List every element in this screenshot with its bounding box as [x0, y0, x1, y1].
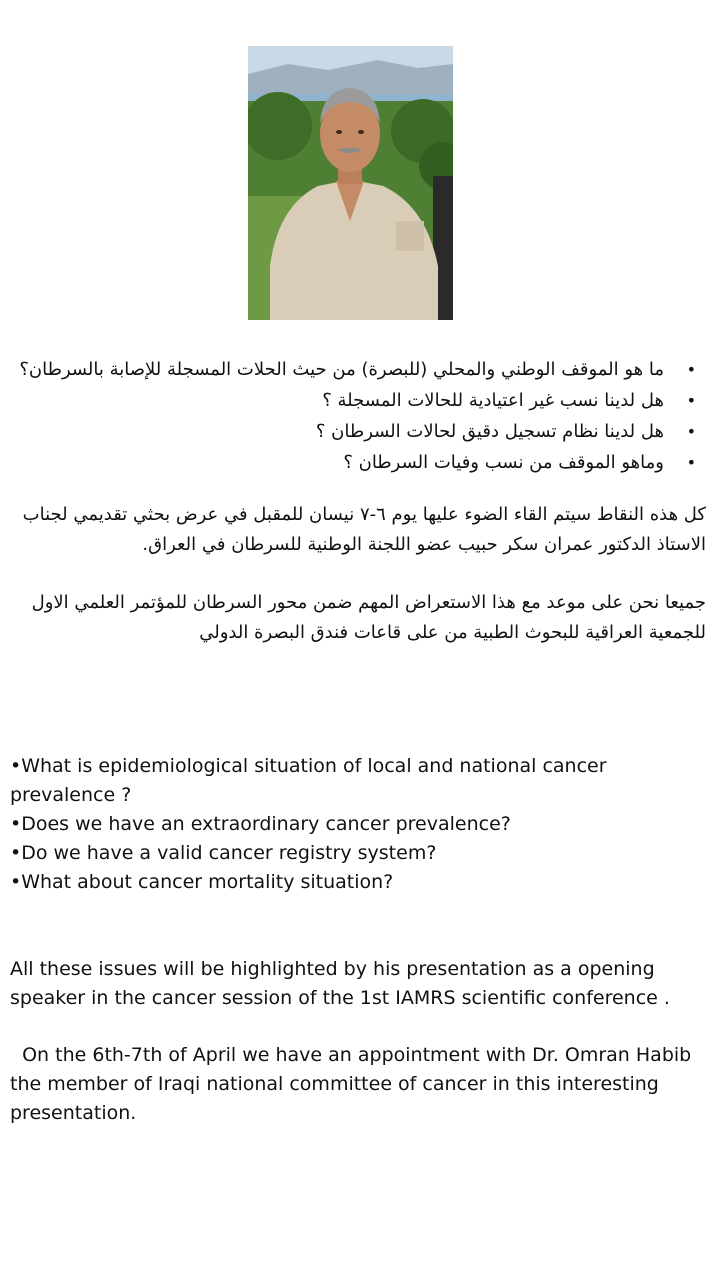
arabic-question-item: • هل لدينا نسب غير اعتيادية للحالات المسجلة ؟: [14, 385, 704, 416]
arabic-question-item: • ما هو الموقف الوطني والمحلي (للبصرة) من حيث الحلات المسجلة للإصابة بالسرطان؟: [14, 354, 704, 385]
arabic-paragraph-conference: جميعا نحن على موعد مع هذا الاستعراض المهم ضمن محور السرطان للمؤتمر العلمي الاول للجمعية العراقية للبحوث الطبية من على قاعات فندق البصرة الدولي: [31, 592, 706, 643]
english-question-item: •What is epidemiological situation of local and national cancer prevalence ?: [10, 755, 607, 806]
english-question-item: •What about cancer mortality situation?: [10, 871, 394, 893]
english-paragraph-appointment: On the 6th-7th of April we have an appointment with Dr. Omran Habib the member of Iraqi national committee of cancer in this interesting presentation.: [10, 1044, 698, 1124]
arabic-questions-list: [14, 354, 704, 478]
arabic-question-item: • هل لدينا نظام تسجيل دقيق لحالات السرطان ؟: [14, 416, 704, 447]
english-question-item: •Does we have an extraordinary cancer prevalence?: [10, 813, 511, 835]
arabic-question-item: • وماهو الموقف من نسب وفيات السرطان ؟: [14, 447, 704, 478]
english-paragraph-presentation: All these issues will be highlighted by his presentation as a opening speaker in the cancer session of the 1st IAMRS scientific conference .: [10, 958, 670, 1009]
arabic-paragraph-presentation: كل هذه النقاط سيتم القاء الضوء عليها يوم ٦-٧ نيسان للمقبل في عرض بحثي تقديمي لجناب الاستاذ الدكتور عمران سكر حبيب عضو اللجنة الوطنية للسرطان في العراق.: [22, 504, 706, 555]
speaker-photo-illustration: [248, 46, 453, 320]
english-question-item: •Do we have a valid cancer registry system?: [10, 842, 437, 864]
speaker-photo: [248, 46, 453, 320]
english-questions-list: [10, 752, 710, 897]
